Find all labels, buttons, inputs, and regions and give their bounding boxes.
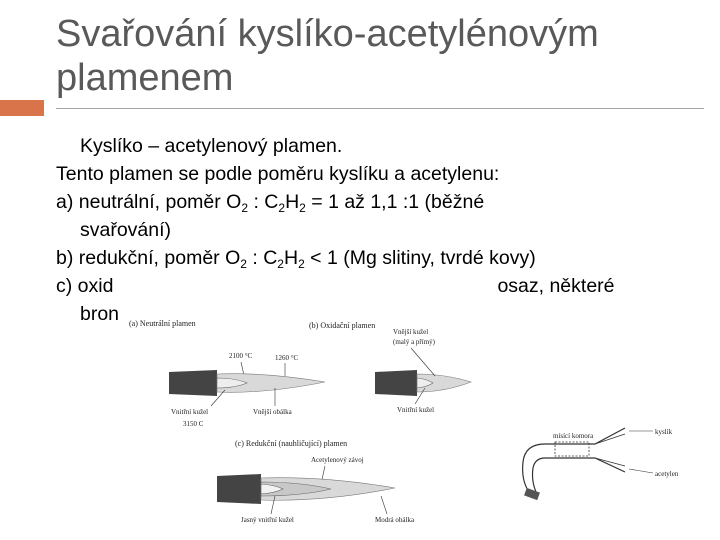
subscript: 2: [240, 257, 247, 271]
text-run: c) oxid: [56, 275, 114, 297]
inner-cone-label-a: Vnitřní kužel: [171, 408, 209, 416]
label-oxidizing-flame: (b) Oxidační plamen: [309, 321, 376, 330]
subscript: 2: [278, 201, 286, 215]
torch-neck: [523, 444, 545, 494]
label-neutral-flame: (a) Neutrální plamen: [129, 319, 196, 328]
torch-nozzle: [524, 488, 540, 500]
body-line-1: Kyslíko – acetylenový plamen.: [80, 135, 343, 157]
oxygen-label: kyslík: [655, 428, 673, 436]
outer-envelope-label-a: Vnější obálka: [253, 408, 292, 416]
torch-tip-b: [375, 370, 417, 396]
subscript: 2: [299, 201, 306, 215]
text-run: H: [285, 191, 300, 213]
body-line-5: [56, 244, 696, 272]
torch-tip-a: [169, 370, 217, 396]
outer-cone-label-b: Vnější kužel: [393, 328, 429, 336]
text-run: = 1 až 1,1 :1 (běžné: [305, 191, 485, 213]
acetylene-label: acetylen: [655, 470, 679, 478]
bright-inner-cone-label: Jasný vnitřní kužel: [241, 516, 294, 524]
text-run: : C: [246, 247, 278, 269]
text-run: b) redukční, poměr O: [56, 247, 241, 269]
temp-2100: 2100 °C: [229, 352, 253, 360]
flame-types-figure: [125, 316, 685, 540]
body-line-7: bron: [80, 303, 120, 325]
body-line-2: Tento plamen se podle poměru kyslíku a acetylenu:: [56, 163, 500, 185]
text-run: a) neutrální, poměr O: [56, 191, 242, 213]
blue-envelope-label: Modrá obálka: [375, 516, 415, 524]
mixing-chamber-label: mísící komora: [553, 432, 594, 440]
slide-title: Svařování kyslíko-acetylénovým plamenem: [56, 13, 599, 99]
torch-tip-c: [217, 474, 261, 504]
flame-diagram: [125, 316, 685, 540]
acetylene-feather-label: Acetylenový závoj: [311, 456, 364, 464]
title-divider: [56, 108, 704, 109]
slide-body: [56, 132, 696, 328]
subscript: 2: [241, 201, 249, 215]
temp-1260: 1260 °C: [275, 354, 299, 362]
inner-cone-label-b: Vnitřní kužel: [397, 406, 435, 414]
text-run: H: [283, 247, 299, 269]
inner-cone-temp: 3150 C: [183, 420, 204, 428]
body-line-6: [56, 272, 696, 300]
title-accent-bar: [0, 100, 44, 116]
text-run: : C: [248, 191, 279, 213]
subscript: 2: [298, 257, 305, 271]
body-line-4: svařování): [80, 219, 172, 241]
text-run: < 1 (Mg slitiny, tvrdé kovy): [304, 247, 536, 269]
outer-cone-label-b2: (malý a přímý): [393, 338, 435, 346]
subscript: 2: [277, 257, 284, 271]
text-run: osaz, některé: [497, 275, 615, 297]
label-reducing-flame: (c) Redukční (nauhličující) plamen: [235, 439, 348, 448]
body-line-3: [56, 188, 696, 216]
